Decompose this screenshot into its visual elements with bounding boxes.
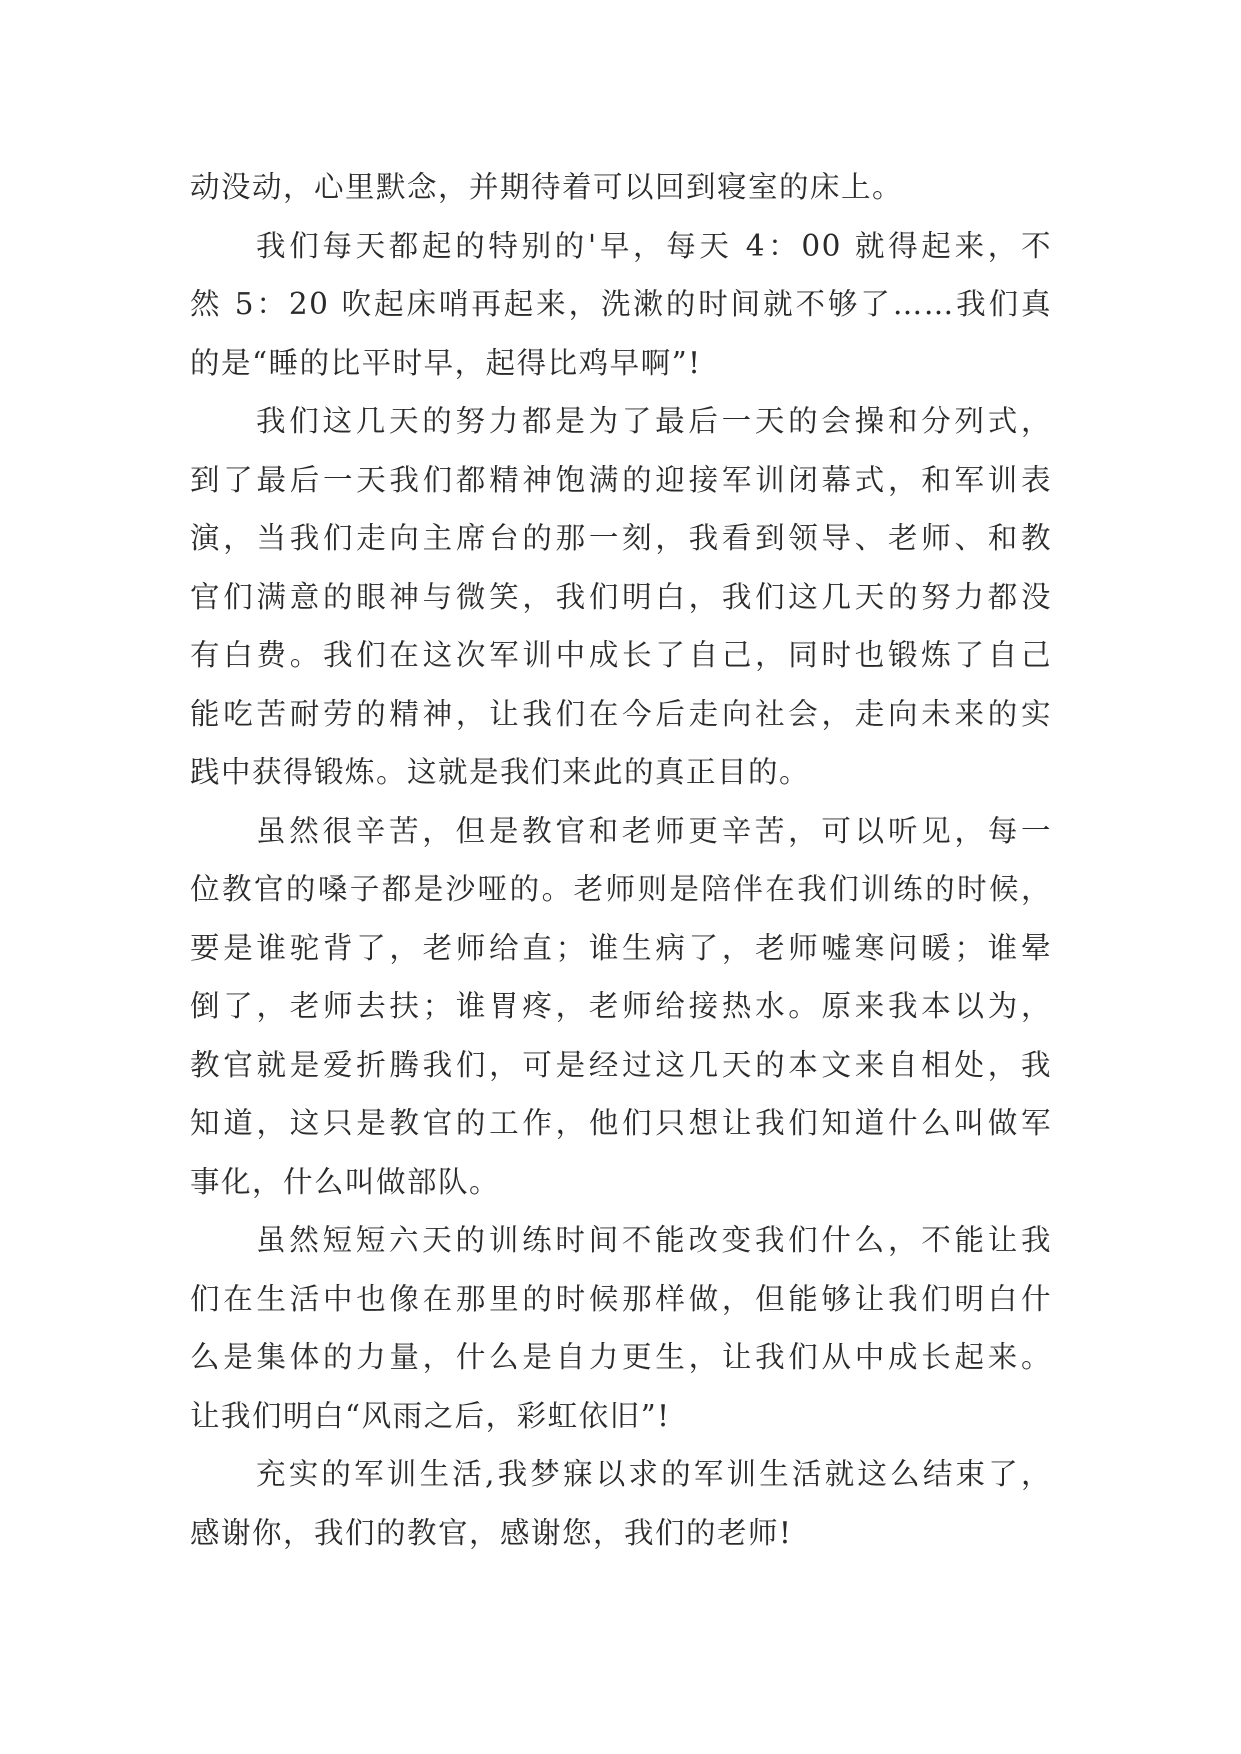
paragraph-line: 我们每天都起的特别的'早，每天 4：00 就得起来，不 (256, 228, 1052, 263)
paragraph-line: 能吃苦耐劳的精神，让我们在今后走向社会，走向未来的实 (190, 696, 1052, 731)
paragraph-line: 然 5：20 吹起床哨再起来，洗漱的时间就不够了……我们真 (190, 287, 1052, 321)
paragraph-line: 有白费。我们在这次军训中成长了自己，同时也锻炼了自己 (190, 638, 1052, 672)
paragraph (190, 1211, 1052, 1445)
paragraph (190, 802, 1052, 1212)
paragraph-line: 践中获得锻炼。这就是我们来此的真正目的。 (190, 755, 811, 789)
paragraph-line: 到了最后一天我们都精神饱满的迎接军训闭幕式，和军训表 (190, 462, 1052, 497)
paragraph-line: 位教官的嗓子都是沙哑的。老师则是陪伴在我们训练的时候， (190, 872, 1052, 906)
paragraph-line: 充实的军训生活,我梦寐以求的军训生活就这么结束了， (256, 1457, 1052, 1491)
paragraph (190, 158, 1052, 217)
paragraph-line: 知道，这只是教官的工作，他们只想让我们知道什么叫做军 (190, 1106, 1052, 1140)
paragraph-line: 要是谁驼背了，老师给直；谁生病了，老师嘘寒问暖；谁晕 (190, 930, 1052, 965)
paragraph-line: 虽然很辛苦，但是教官和老师更辛苦，可以听见，每一 (256, 813, 1052, 848)
paragraph-line: 感谢你，我们的教官，感谢您，我们的老师! (190, 1515, 793, 1550)
paragraph-line: 动没动，心里默念，并期待着可以回到寝室的床上。 (190, 170, 904, 204)
paragraph-line: 的是“睡的比平时早，起得比鸡早啊”! (190, 345, 702, 380)
paragraph-line: 教官就是爱折腾我们，可是经过这几天的本文来自相处，我 (190, 1047, 1052, 1082)
paragraph-line: 倒了，老师去扶；谁胃疼，老师给接热水。原来我本以为， (190, 989, 1052, 1023)
document-body (190, 158, 1052, 1562)
paragraph-line: 演，当我们走向主席台的那一刻，我看到领导、老师、和教 (190, 521, 1052, 555)
paragraph-line: 事化，什么叫做部队。 (190, 1164, 501, 1199)
paragraph (190, 392, 1052, 802)
paragraph-line: 虽然短短六天的训练时间不能改变我们什么，不能让我 (256, 1223, 1052, 1257)
paragraph-line: 让我们明白“风雨之后，彩虹依旧”! (190, 1398, 671, 1433)
paragraph (190, 217, 1052, 393)
paragraph-line: 们在生活中也像在那里的时候那样做，但能够让我们明白什 (190, 1281, 1052, 1316)
paragraph (190, 1445, 1052, 1562)
paragraph-line: 官们满意的眼神与微笑，我们明白，我们这几天的努力都没 (190, 579, 1052, 614)
paragraph-line: 么是集体的力量，什么是自力更生，让我们从中成长起来。 (190, 1340, 1052, 1374)
paragraph-line: 我们这几天的努力都是为了最后一天的会操和分列式， (256, 404, 1052, 438)
